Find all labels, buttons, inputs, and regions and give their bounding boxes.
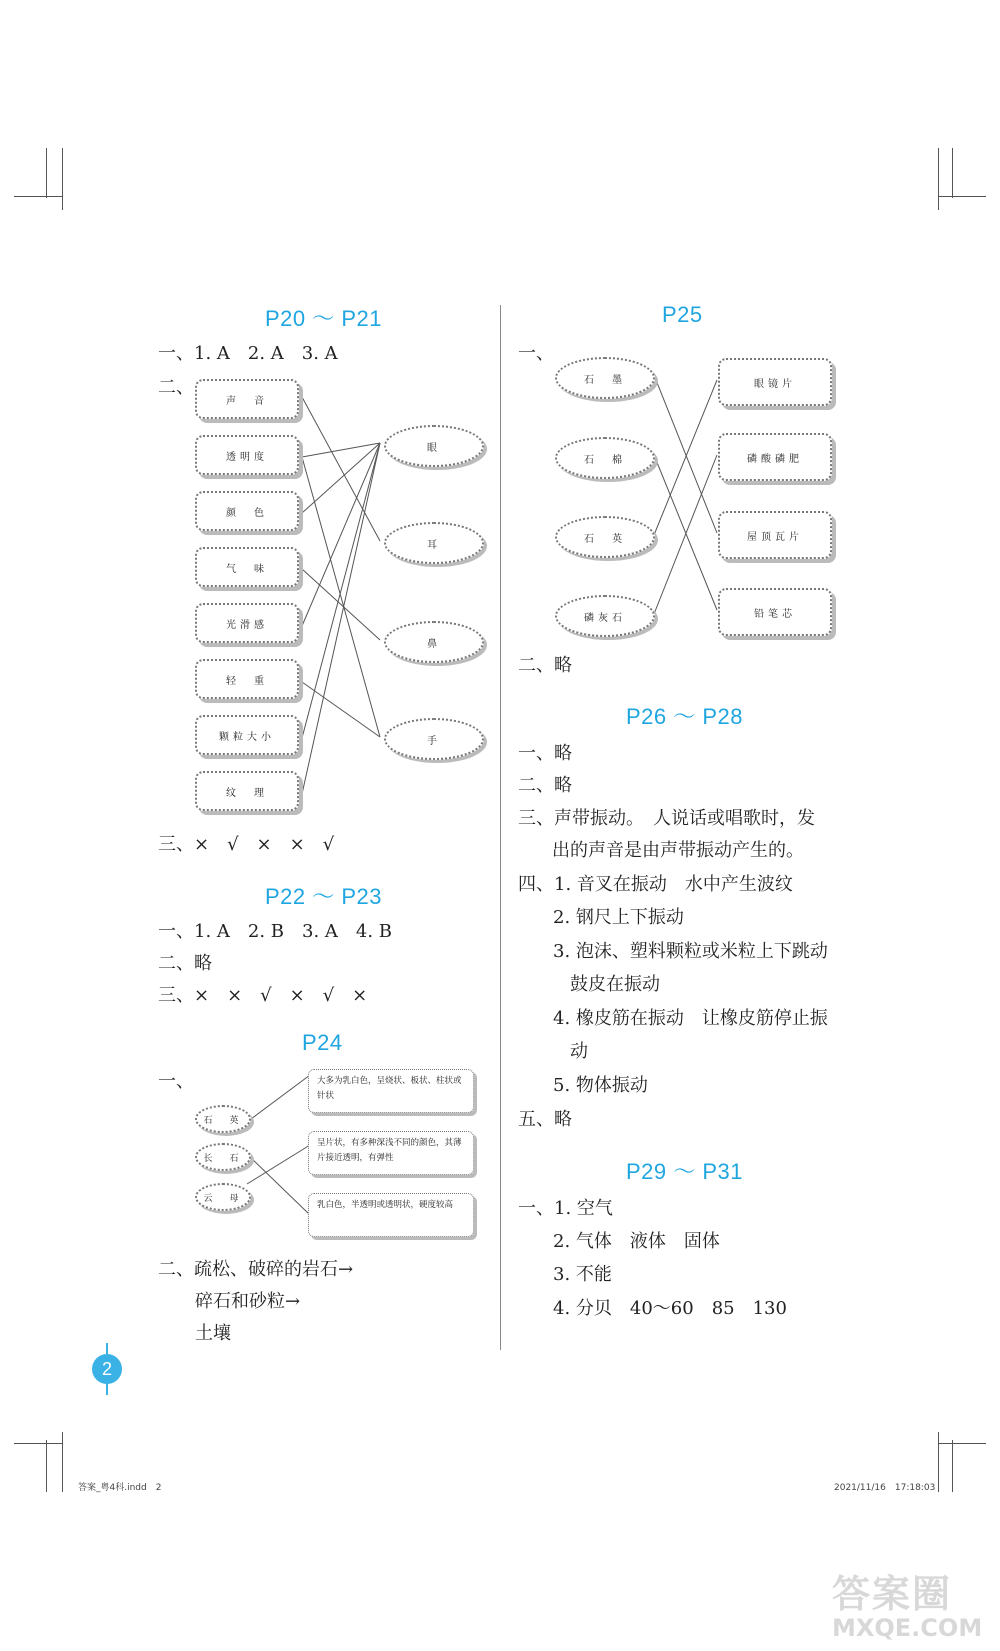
section-header-p25: P25: [662, 302, 703, 327]
p24-q2-line1: 二、疏松、破碎的岩石→: [158, 1259, 354, 1280]
p26-q4-1: 四、1. 音叉在振动 水中产生波纹: [518, 874, 793, 895]
footer-filename: 答案_粤4科.indd 2: [78, 1483, 162, 1493]
p20-oval-ear: 耳: [384, 522, 484, 564]
p24-oval-quartz: 石 英: [195, 1105, 251, 1133]
p20-box-sound: 声 音: [195, 379, 299, 419]
p24-q2-line2: 碎石和砂粒→: [195, 1291, 301, 1312]
p24-desc-3: 乳白色，半透明或透明状，硬度较高: [308, 1193, 474, 1237]
p24-q1-label: 一、: [158, 1071, 194, 1092]
section-header-p22: P22 ～ P23: [265, 884, 383, 909]
footer-timestamp: 2021/11/16 17:18:03: [834, 1483, 936, 1493]
p25-oval-graphite: 石 墨: [555, 357, 655, 399]
p20-oval-eye: 眼: [384, 425, 484, 467]
p24-desc-1: 大多为乳白色，呈烧状、板状、柱状或针状: [308, 1069, 474, 1113]
p26-q4-4b: 动: [570, 1041, 588, 1062]
p29-line4: 4. 分贝 40～60 85 130: [553, 1298, 787, 1319]
p29-line1: 一、1. 空气: [518, 1198, 613, 1219]
p26-q4-3a: 3. 泡沫、塑料颗粒或米粒上下跳动: [553, 941, 828, 962]
section-header-p26: P26 ～ P28: [626, 704, 744, 729]
p26-q3-line1: 三、声带振动。 人说话或唱歌时，发: [518, 808, 815, 829]
section-header-p24: P24: [302, 1030, 343, 1055]
section-header-p20: P20 ～ P21: [265, 306, 383, 331]
p24-oval-feldspar: 长 石: [195, 1143, 251, 1171]
watermark-logo: 答案圈: [832, 1572, 953, 1616]
p20-box-smell: 气 味: [195, 547, 299, 587]
watermark-url: MXQE.COM: [832, 1614, 983, 1642]
p20-box-grain-size: 颗粒大小: [195, 715, 299, 755]
p22-q3: 三、× × √ × √ ×: [158, 985, 368, 1006]
p29-line3: 3. 不能: [553, 1264, 612, 1285]
p20-box-smoothness: 光滑感: [195, 603, 299, 643]
p26-q4-5: 5. 物体振动: [553, 1075, 648, 1096]
p26-q4-3b: 鼓皮在振动: [570, 974, 660, 995]
p25-oval-quartz: 石 英: [555, 516, 655, 558]
p24-oval-mica: 云 母: [195, 1183, 251, 1211]
p26-q5: 五、略: [518, 1109, 572, 1130]
p25-q2: 二、略: [518, 655, 572, 676]
p20-q1: 一、1. A 2. A 3. A: [158, 343, 338, 364]
p22-q1: 一、1. A 2. B 3. A 4. B: [158, 921, 393, 942]
p24-q2-line3: 土壤: [195, 1323, 231, 1344]
p25-oval-apatite: 磷灰石: [555, 595, 655, 637]
p26-q3-line2: 出的声音是由声带振动产生的。: [552, 840, 804, 861]
p25-box-lens: 眼镜片: [718, 358, 832, 406]
p20-q2-label: 二、: [158, 377, 194, 398]
section-header-p29: P29 ～ P31: [626, 1159, 744, 1184]
p26-q4-4a: 4. 橡皮筋在振动 让橡皮筋停止振: [553, 1008, 828, 1029]
p24-desc-2: 呈片状，有多种深浅不同的颜色，其薄片接近透明，有弹性: [308, 1131, 474, 1175]
p25-box-fertilizer: 磷酸磷肥: [718, 433, 832, 481]
p20-box-weight: 轻 重: [195, 659, 299, 699]
page-number-badge: 2: [92, 1354, 122, 1384]
p22-q2: 二、略: [158, 953, 212, 974]
p26-q4-2: 2. 钢尺上下振动: [553, 907, 684, 928]
p25-oval-asbestos: 石 棉: [555, 437, 655, 479]
p20-box-color: 颜 色: [195, 491, 299, 531]
p29-line2: 2. 气体 液体 固体: [553, 1231, 720, 1252]
p25-box-pencil-lead: 铅笔芯: [718, 588, 832, 636]
p26-q2: 二、略: [518, 775, 572, 796]
p26-q1: 一、略: [518, 743, 572, 764]
p20-oval-hand: 手: [384, 718, 484, 760]
p20-box-transparency: 透明度: [195, 435, 299, 475]
p20-q3: 三、× √ × × √: [158, 834, 335, 855]
p20-box-texture: 纹 理: [195, 771, 299, 811]
p25-q1-label: 一、: [518, 343, 554, 364]
p20-oval-nose: 鼻: [384, 621, 484, 663]
p25-box-roof-tile: 屋顶瓦片: [718, 511, 832, 559]
